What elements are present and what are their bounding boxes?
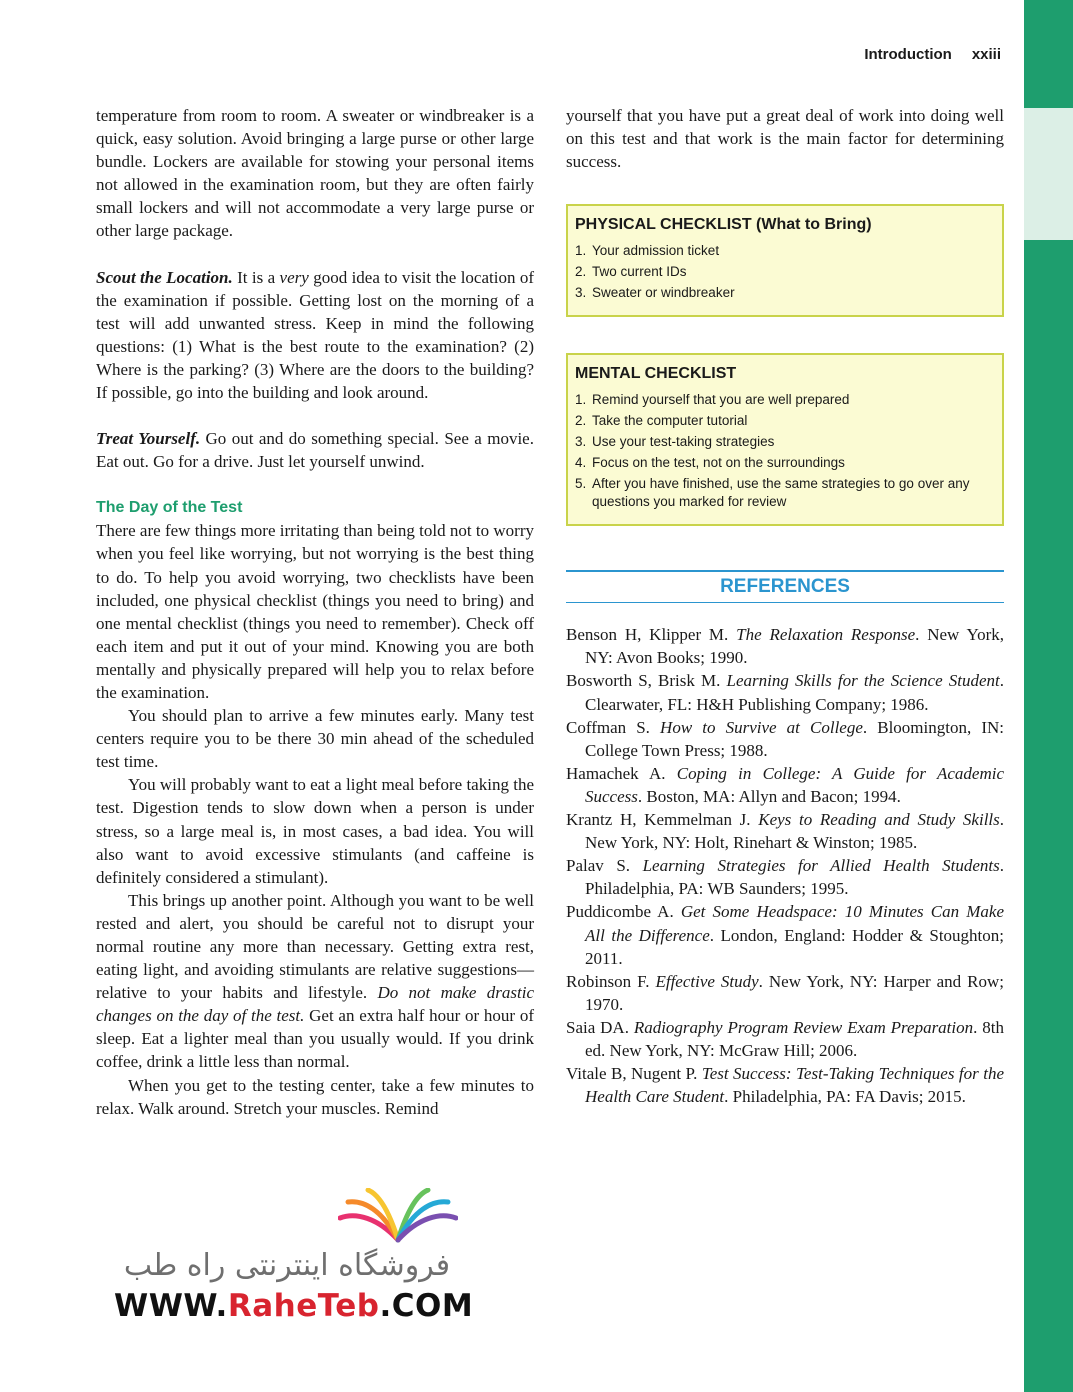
paragraph-continued: temperature from room to room. A sweater or windbreaker is a quick, easy solution. Avoid bringing a large purse or other large bundle. Lockers are available for stowing your personal items not allowed in the examination room, but they are often fairly small lockers and will not accommodate a very large purse or other large package. — [96, 106, 534, 241]
left-column — [96, 104, 534, 1120]
list-item: 2. Take the computer tutorial — [575, 413, 748, 429]
section-heading-day-of-test: The Day of the Test — [96, 499, 243, 517]
right-column — [566, 104, 1004, 1108]
runin-heading-scout: Scout the Location. — [96, 267, 233, 287]
side-tab-bottom — [1024, 240, 1073, 1392]
physical-checklist-title: PHYSICAL CHECKLIST (What to Bring) — [575, 216, 872, 234]
physical-checklist-list — [575, 242, 992, 302]
side-tab-mid — [1024, 108, 1073, 240]
reference-item: Puddicombe A. Get Some Headspace: 10 Minutes Can Make All the Difference. London, England: Hodder & Stoughton; 2011. — [566, 902, 1004, 968]
runin-heading-treat: Treat Yourself. — [96, 429, 201, 449]
paragraph-continued-right: yourself that you have put a great deal of work into doing well on this test and that work is the main factor for determining success. — [566, 106, 1004, 172]
reference-item: Palav S. Learning Strategies for Allied Health Students. Philadelphia, PA: WB Saunders; 1995. — [566, 856, 1004, 899]
paragraph-treat-yourself: Treat Yourself. Go out and do something special. See a movie. Eat out. Go for a drive. Just let yourself unwind. — [96, 429, 534, 472]
paragraph-day-1: There are few things more irritating than being told not to worry when you feel like worrying, but not worrying is the best thing to do. To help you avoid worrying, two checklists have been included, one physical checklist (things you need to bring) and one mental checklist (things you need to remember). Check off each item and put it out of your mind. Knowing you are both mentally and physically prepared will help you to relax before the examination. — [96, 521, 534, 702]
reference-item: Robinson F. Effective Study. New York, NY: Harper and Row; 1970. — [566, 971, 1004, 1014]
watermark-url[interactable]: WWW.RaheTeb.COM — [114, 1288, 474, 1324]
list-item: 3. Sweater or windbreaker — [575, 285, 735, 301]
mental-checklist-list — [575, 391, 992, 511]
list-item: 2. Two current IDs — [575, 264, 687, 280]
references-rule-bottom — [566, 602, 1004, 603]
reference-item: Vitale B, Nugent P. Test Success: Test-Taking Techniques for the Health Care Student. Philadelphia, PA: FA Davis; 2015. — [566, 1064, 1004, 1107]
mental-checklist-title: MENTAL CHECKLIST — [575, 365, 737, 383]
side-tab-top — [1024, 0, 1073, 108]
references-title: REFERENCES — [720, 576, 850, 598]
reference-item: Coffman S. How to Survive at College. Bloomington, IN: College Town Press; 1988. — [566, 717, 1004, 760]
list-item: 1. Your admission ticket — [575, 243, 720, 259]
paragraph-scout-location: Scout the Location. It is a very good idea to visit the location of the examination if possible. Getting lost on the morning of a test will add unwanted stress. Keep in mind the following questions: (1) What is the best route to the examination? (2) Where is the parking? (3) Where are the doors to the building? If possible, go into the building and look around. — [96, 267, 534, 403]
running-head — [864, 46, 1001, 63]
reference-item: Hamachek A. Coping in College: A Guide for Academic Success. Boston, MA: Allyn and Bacon; 1994. — [566, 763, 1004, 806]
watermark-persian-text: فروشگاه اینترنتی راه طب — [123, 1248, 451, 1283]
paragraph-day-3: You will probably want to eat a light meal before taking the test. Digestion tends to slow down when a person is under stress, so a large meal is, in most cases, a bad idea. You will also want to avoid excessive stimulants (and caffeine is definitely considered a stimulant). — [96, 775, 534, 887]
list-item: 4. Focus on the test, not on the surroundings — [575, 455, 845, 471]
paragraph-day-2: You should plan to arrive a few minutes early. Many test centers require you to be there 30 min ahead of the scheduled test time. — [96, 706, 534, 772]
list-item: 3. Use your test-taking strategies — [575, 434, 775, 450]
list-item: 5. After you have finished, use the same strategies to go over any questions you marked for review — [575, 476, 970, 510]
references-list — [566, 623, 1004, 1108]
running-head-section: Introduction — [864, 46, 952, 63]
book-logo-icon — [338, 1188, 458, 1246]
reference-item: Bosworth S, Brisk M. Learning Skills for the Science Student. Clearwater, FL: H&H Publishing Company; 1986. — [566, 671, 1004, 714]
reference-item: Saia DA. Radiography Program Review Exam Preparation. 8th ed. New York, NY: McGraw Hill; 2006. — [566, 1017, 1004, 1060]
page-number: xxiii — [971, 46, 1001, 63]
reference-item: Benson H, Klipper M. The Relaxation Response. New York, NY: Avon Books; 1990. — [566, 625, 1004, 668]
paragraph-day-5: When you get to the testing center, take a few minutes to relax. Walk around. Stretch your muscles. Remind — [96, 1075, 534, 1118]
reference-item: Krantz H, Kemmelman J. Keys to Reading and Study Skills. New York, NY: Holt, Rinehart & Winston; 1985. — [566, 810, 1005, 853]
list-item: 1. Remind yourself that you are well prepared — [575, 392, 850, 408]
physical-checklist-box — [566, 204, 1004, 317]
paragraph-day-4: This brings up another point. Although you want to be well rested and alert, you should be careful not to disrupt your normal routine any more than necessary. Getting extra rest, eating light, and avoiding stimulants are relative suggestions—relative to your habits and lifestyle. Do not make drastic changes on the day of the test. Get an extra half hour or hour of sleep. Eat a lighter meal than you usually would. If you drink coffee, drink a little less than normal. — [96, 890, 535, 1072]
mental-checklist-box — [566, 353, 1004, 526]
